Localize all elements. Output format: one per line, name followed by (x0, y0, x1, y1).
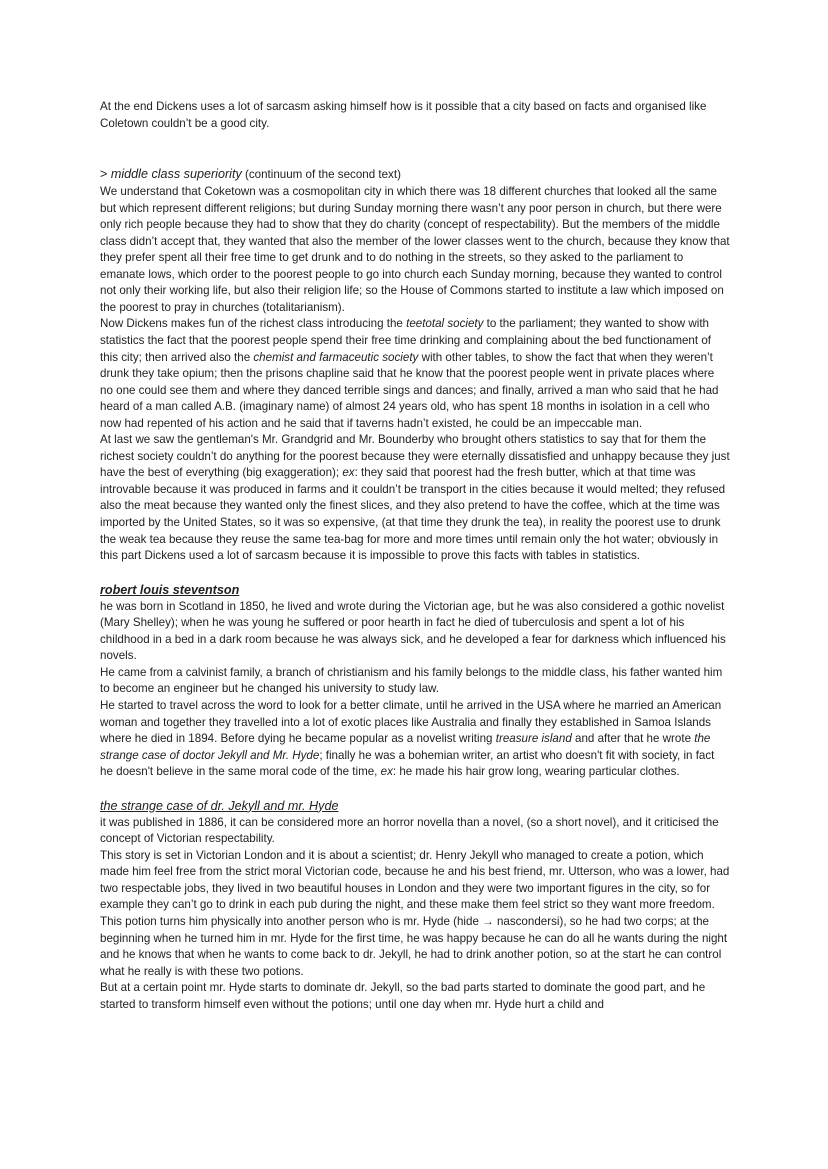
middle-class-paragraph-1: We understand that Coketown was a cosmopolitan city in which there was 18 different churches that looked all the same but which represent different religions; but during Sunday morning there wasn’t any poor person in church, but there were only rich people because they had to show that they do charity (concept of respectability). But the members of the middle class didn’t accept that, they wanted that also the member of the lower classes went to the church, because they know that they prefer spent all their free time to get drunk and to do nothing in the streets, so they asked to the parliament to emanate lows, which order to the poorest people to go into church each Sunday morning, because they wanted to control not only their working life, but also their religion life; so the House of Commons started to institute a law which imposed on the poorest to pray in churches (totalitarianism). (100, 185, 730, 314)
text-run: with other tables, to show the fact that when they weren’t drunk they take opium; then the prisons chapline said that he know that the poorest people went in private places where no one could see them and where they danced terrible sings and dances; and finally, arrived a man who said that he had heard of a man called A.B. (imaginary name) of almost 24 years old, who has spent 18 months in isolation in a cell who now had repented of his action and he said that if taverns hadn’t existed, he could be an impeccable man. (100, 350, 719, 430)
text-run: to the parliament; they wanted to show with statistics the fact that the poorest people spend their free time drinking and complaining about the bed functionament of this city; then arrived also the (100, 317, 711, 364)
stevenson-paragraph-1: he was born in Scotland in 1850, he lived and wrote during the Victorian age, but he was also considered a gothic novelist (Mary Shelley); when he was young he suffered or poor hearth in fact he died of tuberculosis and spent a lot of his childhood in a bed in a dark room because he was always sick, and he developed a fear for darkness which influenced his novels. (100, 599, 726, 663)
heading-italic: middle class superiority (110, 167, 242, 182)
spacer (100, 565, 730, 581)
heading-suffix: (continuum of the second text) (241, 168, 401, 182)
jekyll-paragraph-2: This story is set in Victorian London and it is about a scientist; dr. Henry Jekyll who managed to create a potion, which made him feel free from the strict moral Victorian code, because he and his best friend, mr. Utterson, who was a lower, had two respectable jobs, they lived in two beautiful houses in London and they were two important figures in the city, so for example they can’t go to drink in each pub during the night, and these make them feel strict so they want more freedom. This potion turns him physically into another person who is mr. Hyde (hide → nascondersi), so he had two corps; at the beginning when he turned him in mr. Hyde for the first time, he was happy because he can do all he wants during the night and he knows that when he wants to come back to dr. Jekyll, he had to drink another potion, so at the start he can control what he really is with these two potions. (100, 848, 730, 978)
text-run-italic: chemist and farmaceutic society (253, 350, 419, 364)
text-run: Now Dickens makes fun of the richest class introducing the (100, 317, 407, 331)
stevenson-paragraph-2: He came from a calvinist family, a branch of christianism and his family belongs to the middle class, his father wanted him to become an engineer but he changed his university to study law. (100, 665, 723, 696)
text-run: : he made his hair grow long, wearing particular clothes. (392, 765, 680, 779)
heading-prefix: > (100, 167, 111, 182)
text-run-italic: ex (380, 765, 393, 779)
middle-class-paragraph-2 (100, 316, 730, 432)
text-run: ; finally he was a bohemian writer, an artist who doesn't fit with society, in fact he doesn't believe in the same moral code of the time, (100, 748, 715, 779)
jekyll-paragraph-3: But at a certain point mr. Hyde starts to dominate dr. Jekyll, so the bad parts started to dominate the good part, and he started to transform himself even without the potions; until one day when mr. Hyde hurt a child and (100, 981, 706, 1011)
spacer (100, 781, 730, 797)
stevenson-heading: robert louis steventson (100, 582, 240, 597)
jekyll-paragraph-1: it was published in 1886, it can be considered more an horror novella than a novel, (so a short novel), and it criticised the concept of Victorian respectability. (100, 815, 719, 846)
text-run: and after that he wrote (571, 732, 695, 746)
jekyll-heading: the strange case of dr. Jekyll and mr. Hyde (100, 798, 339, 813)
text-run-italic: treasure island (495, 732, 572, 746)
text-run-italic: the strange case of doctor Jekyll and Mr. Hyde (100, 732, 711, 762)
intro-paragraph: At the end Dickens uses a lot of sarcasm asking himself how is it possible that a city based on facts and organised like Coletown couldn’t be a good city. (100, 100, 707, 130)
text-run-italic: ex (342, 466, 355, 480)
text-run-italic: teetotal society (406, 317, 484, 331)
middle-class-paragraph-3 (100, 432, 730, 564)
stevenson-paragraph-3 (100, 698, 730, 781)
text-run: : they said that poorest had the fresh butter, which at that time was introvable because it was produced in farms and it couldn’t be transport in the cities because it would melted; they refused also the meat because they wanted only the finest slices, and they also pretend to have the coffee, which at the time was imported by the United States, so it was so expensive, (at that time they drunk the tea), in reality the poorest use to drunk the weak tea because they reuse the same tea-bag for more and more times until remain only the hot water; obviously in this part Dickens used a lot of sarcasm because it is impossible to prove this facts with tables in statistics. (100, 466, 726, 563)
spacer (100, 132, 730, 165)
middle-class-heading (100, 165, 730, 184)
document-page (100, 99, 730, 1013)
text-run: He started to travel across the word to look for a better climate, until he arrived in the USA where he married an American woman and together they travelled into a lot of exotic places like Australia and finally they established in Samoa Islands where he died in 1894. Before dying he became popular as a novelist writing (100, 698, 722, 746)
text-run: At last we saw the gentleman's Mr. Grandgrid and Mr. Bounderby who brought others statistics to say that for them the richest society couldn’t do anything for the poorest because they were eternally dissatisfied and unhappy because they just have the best of everything (big exaggeration); (100, 433, 730, 480)
